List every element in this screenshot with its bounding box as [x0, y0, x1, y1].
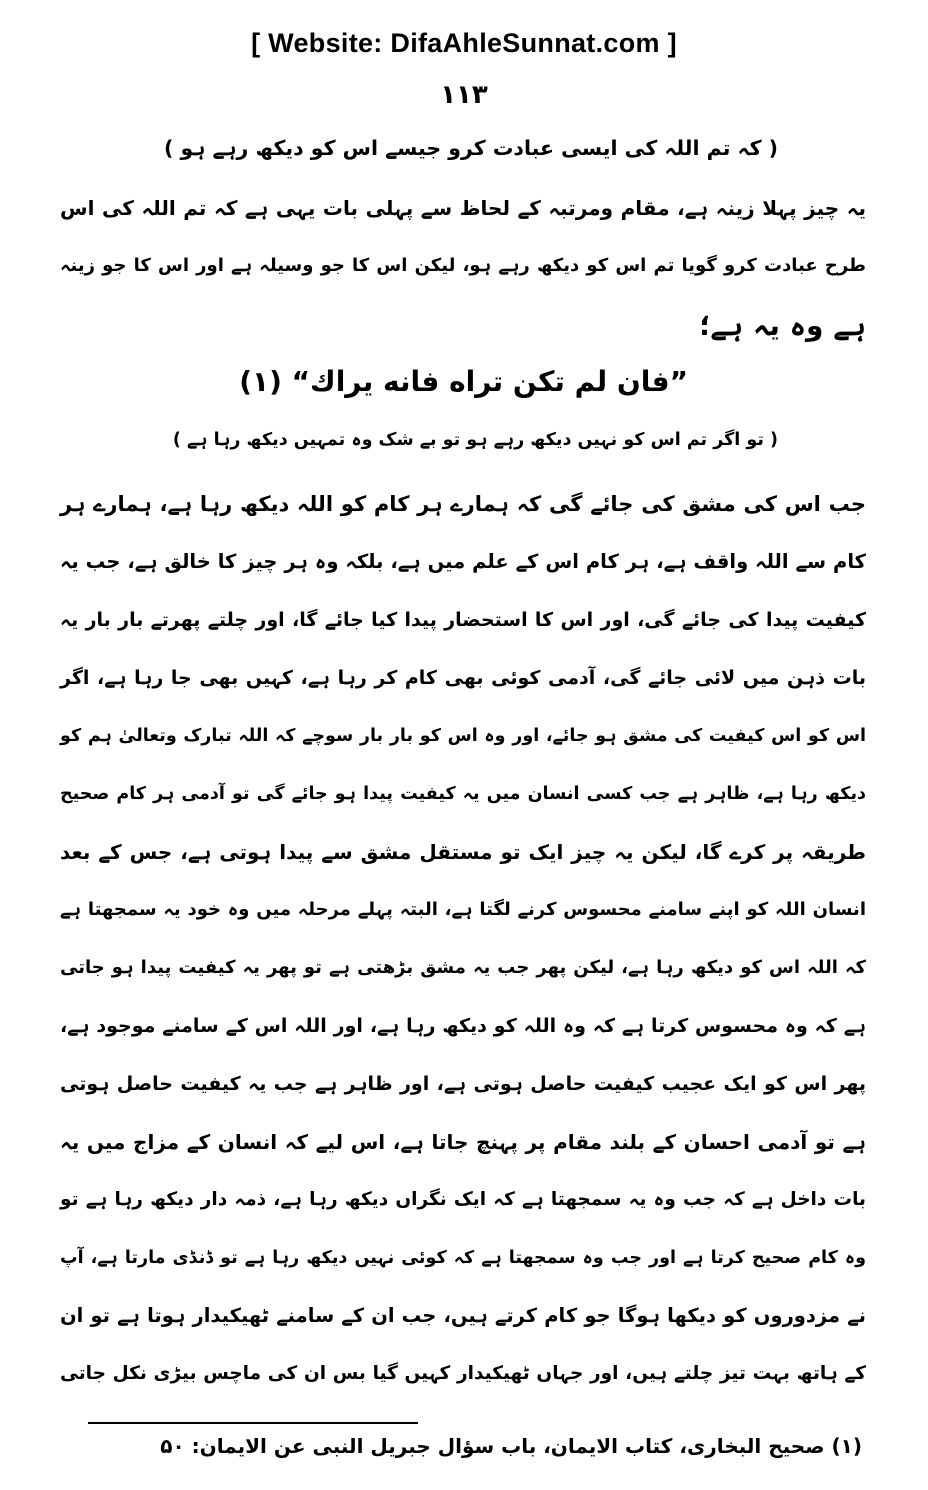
footnote: (۱) صحیح البخاری، کتاب الایمان، باب سؤال جبریل النبی عن الایمان: ۵۰: [160, 1434, 862, 1458]
hadith-translation-line: ( کہ تم اللہ کی ایسی عبادت کرو جیسے اس کو دیکھ رہے ہو ): [163, 136, 778, 160]
paragraph-line: بات ذہن میں لائی جائے گی، آدمی کوئی بھی کام کر رہا ہے، کہیں بھی جا رہا ہے، اگر: [60, 667, 866, 689]
paragraph-line: کے ہاتھ بہت تیز چلتے ہیں، اور جہاں ٹھیکیدار کہیں گیا بس ان کی ماچس بیڑی نکل جاتی: [60, 1363, 866, 1384]
paragraph-line: کیفیت پیدا کی جائے گی، اور اس کا استحضار پیدا کیا جائے گا، اور چلتے پھرتے بار بار یہ: [60, 609, 866, 631]
paragraph-line: وہ کام صحیح کرتا ہے اور جب وہ سمجھتا ہے کہ کوئی نہیں دیکھ رہا ہے تو ڈنڈی مارتا ہے، آپ: [60, 1248, 866, 1268]
page-number: ۱۱۳: [440, 80, 488, 110]
paragraph-line: کام سے اللہ واقف ہے، ہر کام اس کے علم میں ہے، بلکہ وہ ہر چیز کا خالق ہے، جب یہ: [60, 550, 866, 573]
paragraph-line: طرح عبادت کرو گویا تم اس کو دیکھ رہے ہو، لیکن اس کا جو وسیلہ ہے اور اس کا جو زینہ: [60, 255, 866, 276]
paragraph-line: کہ اللہ اس کو دیکھ رہا ہے، لیکن پھر جب یہ مشق بڑھتی ہے تو پھر یہ کیفیت پیدا ہو جاتی: [60, 957, 866, 978]
hadith-translation-line: ( تو اگر تم اس کو نہیں دیکھ رہے ہو تو بے شک وہ تمہیں دیکھ رہا ہے ): [172, 430, 778, 450]
paragraph-line: طریقہ پر کرے گا، لیکن یہ چیز ایک تو مستقل مشق سے پیدا ہوتی ہے، جس کے بعد: [60, 840, 866, 864]
paragraph-line: ہے تو آدمی احسان کے بلند مقام پر پہنچ جاتا ہے، اس لیے کہ انسان کے مزاج میں یہ: [60, 1130, 866, 1154]
paragraph-line: ہے وہ یہ ہے؛: [699, 309, 866, 342]
paragraph-line: ہے کہ وہ محسوس کرتا ہے کہ وہ اللہ کو دیکھ رہا ہے، اور اللہ اس کے سامنے موجود ہے،: [60, 1015, 866, 1037]
paragraph-line: جب اس کی مشق کی جائے گی کہ ہمارے ہر کام کو اللہ دیکھ رہا ہے، ہمارے ہر: [60, 492, 866, 516]
paragraph-line: انسان اللہ کو اپنے سامنے محسوس کرنے لگتا ہے، البتہ پہلے مرحلہ میں وہ خود یہ سمجھتا ہے: [60, 899, 866, 920]
paragraph-line: دیکھ رہا ہے، ظاہر ہے جب کسی انسان میں یہ کیفیت پیدا ہو جائے گی تو آدمی ہر کام صحیح: [60, 784, 866, 804]
paragraph-line: یہ چیز پہلا زینہ ہے، مقام ومرتبہ کے لحاظ سے پہلی بات یہی ہے کہ تم اللہ کی اس: [60, 196, 866, 220]
paragraph-line: بات داخل ہے کہ جب وہ یہ سمجھتا ہے کہ ایک نگراں دیکھ رہا ہے، ذمہ دار دیکھ رہا ہے تو: [60, 1189, 866, 1210]
paragraph-line: نے مزدوروں کو دیکھا ہوگا جو کام کرتے ہیں، جب ان کے سامنے ٹھیکیدار ہوتا ہے تو ان: [60, 1304, 866, 1327]
hadith-arabic-line: ”فان لم تکن تراه فانه یراك“ (۱): [239, 365, 688, 398]
paragraph-line: اس کو اس کیفیت کی مشق ہو جائے، اور وہ اس کو بار بار سوچے کہ اللہ تبارک وتعالیٰ ہم کو: [60, 726, 866, 746]
website-header: [ Website: DifaAhleSunnat.com ]: [251, 28, 677, 58]
footnote-divider: [88, 1422, 418, 1424]
paragraph-line: پھر اس کو ایک عجیب کیفیت حاصل ہوتی ہے، اور ظاہر ہے جب یہ کیفیت حاصل ہوتی: [60, 1073, 866, 1095]
